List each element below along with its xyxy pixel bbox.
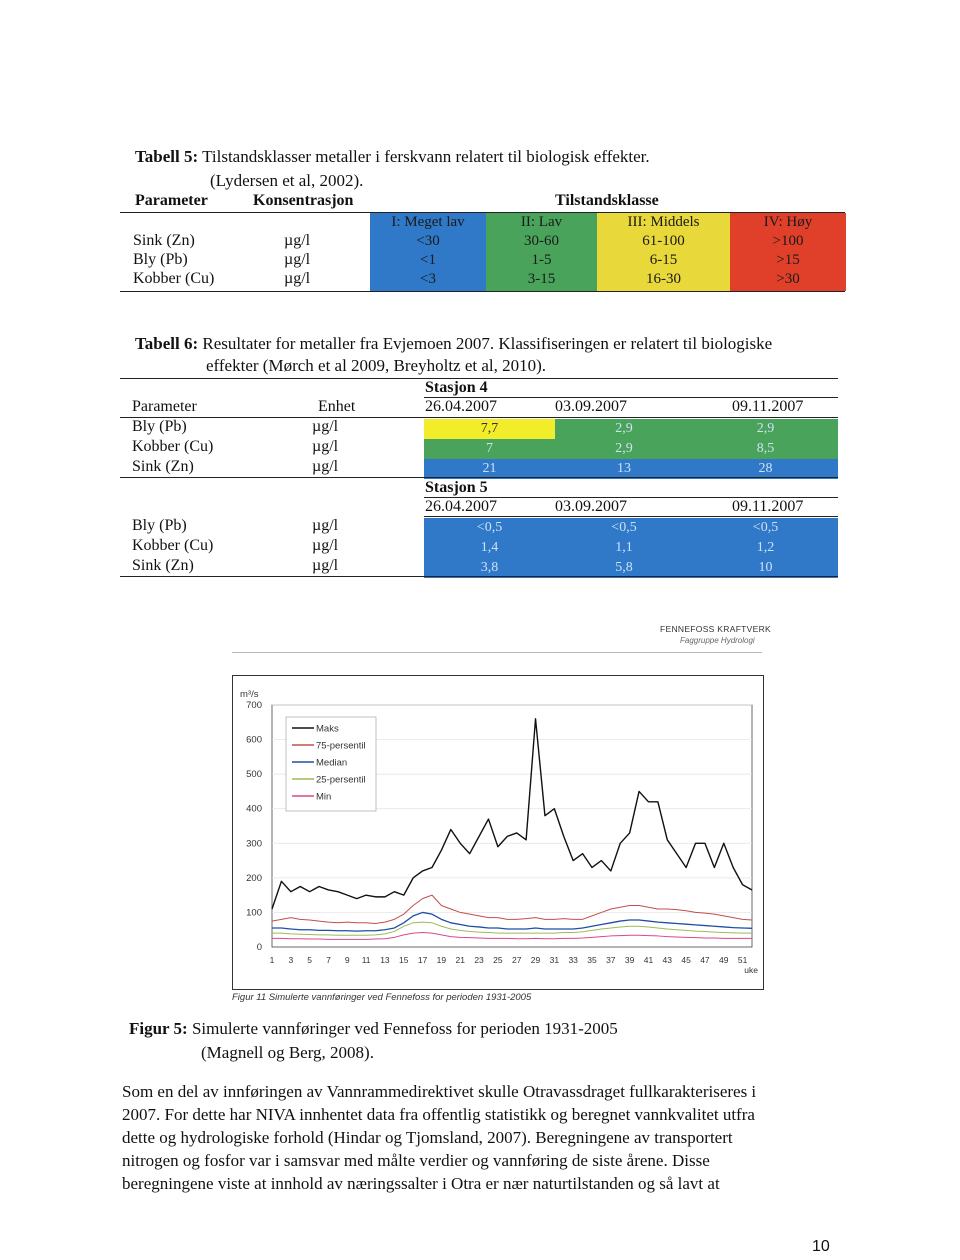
result-value: 3,8 <box>480 560 499 575</box>
figure-org-name: FENNEFOSS KRAFTVERK <box>660 624 772 634</box>
x-tick-label: 9 <box>344 955 350 965</box>
class-band-3 <box>597 213 730 291</box>
table5-row-unit: µg/l <box>284 232 311 249</box>
x-tick-label: 37 <box>606 955 616 965</box>
x-tick-label: 3 <box>288 955 294 965</box>
station5-heading: Stasjon 5 <box>425 479 488 496</box>
y-tick-label: 500 <box>246 769 262 781</box>
class-band-2 <box>486 213 597 291</box>
table6-row-unit: µg/l <box>312 557 339 574</box>
table6-caption <box>135 334 772 354</box>
x-tick-label: 5 <box>307 955 313 965</box>
table6-row-param: Kobber (Cu) <box>132 438 214 455</box>
result-value: 28 <box>758 461 773 476</box>
result-value: 1,2 <box>756 540 775 555</box>
y-tick-label: 700 <box>246 700 262 711</box>
figure-header-rule <box>232 652 762 653</box>
result-value: 7,7 <box>480 421 499 436</box>
x-tick-label: 47 <box>700 955 710 965</box>
table6-row-param: Kobber (Cu) <box>132 537 214 554</box>
class-value: >100 <box>772 233 804 249</box>
page-number: 10 <box>812 1238 830 1255</box>
result-value: 1,1 <box>615 540 633 555</box>
result-value: 2,9 <box>615 441 633 456</box>
y-tick-label: 600 <box>246 734 262 746</box>
class-value: <3 <box>420 271 436 287</box>
result-cell <box>693 558 838 578</box>
x-tick-label: 35 <box>587 955 597 965</box>
result-value: <0,5 <box>752 520 779 535</box>
x-tick-label: 21 <box>455 955 465 965</box>
figure-org-subtitle: Faggruppe Hydrologi <box>680 636 755 645</box>
class-value: 1-5 <box>531 252 552 268</box>
class-band-4 <box>730 213 846 291</box>
result-value: <0,5 <box>476 520 503 535</box>
result-cell <box>555 419 693 439</box>
table6-row-param: Sink (Zn) <box>132 557 194 574</box>
x-tick-label: 1 <box>269 955 275 965</box>
x-tick-label: 33 <box>568 955 578 965</box>
x-tick-label: 11 <box>361 955 371 965</box>
series-line-2 <box>272 912 752 931</box>
legend-label: Maks <box>316 723 339 735</box>
class-label: II: Lav <box>520 214 563 230</box>
result-cell <box>424 558 555 578</box>
figure-caption-text: Simulerte vannføringer ved Fennefoss for perioden 1931-2005 <box>191 1019 618 1038</box>
date-header: 03.09.2007 <box>555 498 627 515</box>
legend-label: Median <box>316 757 348 769</box>
result-value: 1,4 <box>480 540 499 555</box>
result-value: 13 <box>617 461 631 476</box>
chart-legend <box>286 717 376 811</box>
date-header: 03.09.2007 <box>555 398 627 415</box>
x-tick-label: 7 <box>326 955 331 965</box>
station4-bottom-rule <box>120 477 838 478</box>
x-tick-label: 15 <box>399 955 409 965</box>
result-cell <box>693 439 838 459</box>
figure-caption-source: (Magnell og Berg, 2008). <box>201 1043 374 1062</box>
result-cell <box>693 538 838 558</box>
result-cell <box>424 439 555 459</box>
table6-caption-label: Tabell 6: <box>135 334 199 353</box>
legend-label: Min <box>316 791 332 803</box>
table6-row-unit: µg/l <box>312 438 339 455</box>
result-value: 7 <box>486 441 493 456</box>
y-tick-label: 0 <box>256 942 262 953</box>
result-value: 21 <box>482 461 497 476</box>
x-tick-label: 25 <box>493 955 503 965</box>
table5-header-parameter: Parameter <box>135 192 208 209</box>
table5-caption <box>135 147 650 167</box>
table6-caption-text: Resultater for metaller fra Evjemoen 2007. Klassifiseringen er relatert til biologiske <box>202 334 773 353</box>
y-tick-label: 300 <box>246 838 262 850</box>
table5-caption-label: Tabell 5: <box>135 147 199 166</box>
figure-caption-label: Figur 5: <box>129 1019 188 1038</box>
table6-row-unit: µg/l <box>312 418 339 435</box>
x-tick-label: 31 <box>549 955 560 965</box>
x-tick-label: 39 <box>624 955 635 965</box>
legend-label: 25-persentil <box>316 774 366 786</box>
series-line-1 <box>272 895 752 923</box>
table5-row-unit: µg/l <box>284 270 311 287</box>
y-axis-label: m³/s <box>240 689 259 700</box>
class-value: <1 <box>420 252 436 268</box>
table6-row-unit: µg/l <box>312 537 339 554</box>
class-label: III: Middels <box>627 214 700 230</box>
table6-row-unit: µg/l <box>312 517 339 534</box>
result-cell <box>424 538 555 558</box>
result-cell <box>555 518 693 538</box>
x-tick-label: 29 <box>530 955 541 965</box>
y-tick-label: 200 <box>246 872 262 884</box>
y-tick-label: 400 <box>246 803 262 815</box>
table5-header-class: Tilstandsklasse <box>555 192 659 209</box>
flow-chart <box>232 675 764 990</box>
x-tick-label: 41 <box>643 955 654 965</box>
class-value: <30 <box>416 233 440 249</box>
result-value: 2,9 <box>615 421 633 436</box>
x-tick-label: 43 <box>662 955 673 965</box>
result-cell <box>424 459 555 479</box>
date-header: 26.04.2007 <box>425 498 497 515</box>
figure-inner-caption: Figur 11 Simulerte vannføringer ved Fennefoss for perioden 1931-2005 <box>232 992 532 1003</box>
result-value: 8,5 <box>756 441 775 456</box>
date-header: 09.11.2007 <box>732 498 804 515</box>
class-label: I: Meget lav <box>391 214 465 230</box>
body-line: dette og hydrologiske forhold (Hindar og Tjomsland, 2007). Beregningene av transportert <box>122 1128 733 1147</box>
x-tick-label: 27 <box>511 955 522 965</box>
table5-header-concentration: Konsentrasjon <box>253 192 354 209</box>
table5-row-param: Bly (Pb) <box>133 251 188 268</box>
table5-caption-text: Tilstandsklasser metaller i ferskvann relatert til biologisk effekter. <box>202 147 650 166</box>
result-value: <0,5 <box>611 520 637 535</box>
table5-row-param: Kobber (Cu) <box>133 270 215 287</box>
class-value: 6-15 <box>649 252 678 268</box>
table5-row-param: Sink (Zn) <box>133 232 195 249</box>
body-line: 2007. For dette har NIVA innhentet data fra offentlig statistikk og beregnet vannkvalitet utfra <box>122 1105 755 1124</box>
result-cell <box>693 518 838 538</box>
class-value: >15 <box>776 252 800 268</box>
result-cell <box>693 459 838 479</box>
table6-row-param: Bly (Pb) <box>132 517 187 534</box>
body-paragraph <box>122 1080 842 1195</box>
result-cell <box>424 518 555 538</box>
class-value: 30-60 <box>524 233 559 249</box>
table6-row-param: Sink (Zn) <box>132 458 194 475</box>
date-header: 26.04.2007 <box>425 398 497 415</box>
result-value: 10 <box>758 560 773 575</box>
body-line: nitrogen og fosfor var i samsvar med målte verdier og vannføring de siste årene. Disse <box>122 1151 710 1170</box>
class-value: 16-30 <box>646 271 681 287</box>
result-value: 2,9 <box>756 421 775 436</box>
class-value: 61-100 <box>642 233 685 249</box>
result-cell <box>555 439 693 459</box>
figure-caption <box>129 1019 618 1039</box>
result-cell <box>555 538 693 558</box>
result-cell <box>424 419 555 439</box>
table5-row-unit: µg/l <box>284 251 311 268</box>
table6-row-unit: µg/l <box>312 458 339 475</box>
station5-date-rule <box>424 516 838 517</box>
date-header: 09.11.2007 <box>732 398 804 415</box>
class-value: >30 <box>776 271 800 287</box>
x-tick-label: 51 <box>737 955 748 965</box>
result-cell <box>693 419 838 439</box>
legend-label: 75-persentil <box>316 740 366 752</box>
table6-caption-source: effekter (Mørch et al 2009, Breyholtz et al, 2010). <box>206 356 547 375</box>
table5-bottom-rule <box>120 291 845 292</box>
table6-header-parameter: Parameter <box>132 398 197 415</box>
table6-row-param: Bly (Pb) <box>132 418 187 435</box>
x-tick-label: 45 <box>681 955 691 965</box>
table6-bottom-rule <box>120 576 838 577</box>
result-value: 5,8 <box>615 560 633 575</box>
result-cell <box>555 459 693 479</box>
table5-caption-source: (Lydersen et al, 2002). <box>210 171 364 190</box>
x-tick-label: 13 <box>380 955 390 965</box>
class-value: 3-15 <box>527 271 556 287</box>
y-tick-label: 100 <box>246 907 262 919</box>
x-axis-label: uke <box>744 965 758 975</box>
x-tick-label: 23 <box>474 955 484 965</box>
x-tick-label: 19 <box>436 955 447 965</box>
result-cell <box>555 558 693 578</box>
class-band-1 <box>370 213 486 291</box>
class-label: IV: Høy <box>763 214 813 230</box>
x-tick-label: 49 <box>719 955 729 965</box>
station4-heading: Stasjon 4 <box>425 379 488 396</box>
x-tick-label: 17 <box>417 955 428 965</box>
table6-header-unit: Enhet <box>318 398 356 415</box>
body-line: beregningene viste at innhold av næringssalter i Otra er nær naturtilstanden og så lavt at <box>122 1174 720 1193</box>
table6-header-rule <box>120 417 838 418</box>
body-line: Som en del av innføringen av Vannrammedirektivet skulle Otravassdraget fullkarakteriseres i <box>122 1082 757 1101</box>
